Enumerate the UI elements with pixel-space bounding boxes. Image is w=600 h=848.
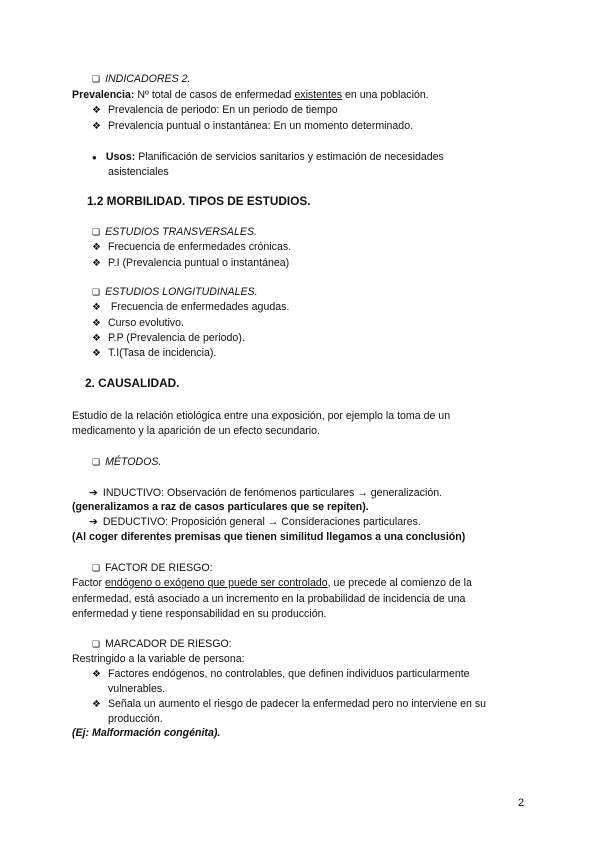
factor-riesgo-line: Factor endógeno o exógeno que puede ser controlado, ue precede al comienzo de la [72, 577, 472, 589]
inductivo-note: (generalizamos a raz de casos particulares que se repiten). [72, 501, 369, 513]
causalidad-heading: 2. CAUSALIDAD. [85, 376, 180, 390]
checkbox-bullet-icon: ❑ [92, 287, 101, 297]
diamond-bullet-icon: ❖ [92, 348, 101, 359]
usos-item: ● Usos: Planificación de servicios sanitarios y estimación de necesidades [92, 151, 444, 163]
metodos-heading: ❑ MÉTODOS. [92, 456, 162, 468]
list-item: ❖ Prevalencia puntual o instantánea: En un momento determinado. [92, 120, 414, 132]
marcador-riesgo-heading: ❑ MARCADOR DE RIESGO: [92, 638, 232, 650]
longitudinales-heading: ❑ ESTUDIOS LONGITUDINALES. [92, 286, 258, 298]
checkbox-bullet-icon: ❑ [92, 74, 101, 84]
diamond-bullet-icon: ❖ [92, 242, 101, 253]
diamond-bullet-icon: ❖ [92, 121, 101, 132]
list-item: ❖ T.I(Tasa de incidencia). [92, 347, 217, 359]
deductivo-item: ➔ DEDUCTIVO: Proposición general → Consideraciones particulares. [89, 516, 421, 528]
diamond-bullet-icon: ❖ [92, 302, 101, 313]
diamond-bullet-icon: ❖ [92, 333, 101, 344]
causalidad-intro-line: Estudio de la relación etiológica entre una exposición, por ejemplo la toma de un [72, 410, 451, 422]
checkbox-bullet-icon: ❑ [92, 639, 101, 649]
prevalencia-definition: Prevalencia: Nº total de casos de enfermedad existentes en una población. [72, 89, 429, 101]
list-item: ❖ Frecuencia de enfermedades crónicas. [92, 241, 292, 253]
checkbox-bullet-icon: ❑ [92, 563, 101, 573]
factor-riesgo-heading: ❑ FACTOR DE RIESGO: [92, 562, 213, 574]
list-item: ❖ Señala un aumento el riesgo de padecer la enfermedad pero no interviene en su [92, 698, 487, 710]
usos-continuation: asistenciales [108, 166, 169, 178]
transversales-heading: ❑ ESTUDIOS TRANSVERSALES. [92, 226, 257, 238]
marcador-riesgo-intro: Restringido a la variable de persona: [72, 653, 245, 665]
list-item: ❖ P.I (Prevalencia puntual o instantánea) [92, 257, 290, 269]
dot-bullet-icon: ● [92, 153, 97, 162]
list-item: ❖ Prevalencia de periodo: En un periodo de tiempo [92, 104, 338, 116]
factor-riesgo-line: enfermedad y tiene responsabilidad en su producción. [72, 608, 327, 620]
diamond-bullet-icon: ❖ [92, 105, 101, 116]
checkbox-bullet-icon: ❑ [92, 457, 101, 467]
diamond-bullet-icon: ❖ [92, 258, 101, 269]
deductivo-note: (Al coger diferentes premisas que tienen similitud llegamos a una conclusión) [72, 531, 466, 543]
diamond-bullet-icon: ❖ [92, 669, 101, 680]
inductivo-item: ➔ INDUCTIVO: Observación de fenómenos particulares → generalización. [89, 487, 443, 499]
page-number: 2 [518, 797, 525, 809]
diamond-bullet-icon: ❖ [92, 318, 101, 329]
list-item: ❖ Curso evolutivo. [92, 317, 184, 329]
list-item-continuation: producción. [108, 713, 163, 725]
causalidad-intro-line: medicamento y la aparición de un efecto secundario. [72, 425, 320, 437]
diamond-bullet-icon: ❖ [92, 699, 101, 710]
arrow-bullet-icon: ➔ [89, 516, 98, 528]
factor-riesgo-line: enfermedad, está asociado a un incremento en la probabilidad de incidencia de una [72, 593, 466, 605]
example-note: (Ej: Malformación congénita). [72, 727, 221, 739]
morbilidad-heading: 1.2 MORBILIDAD. TIPOS DE ESTUDIOS. [87, 194, 311, 208]
checkbox-bullet-icon: ❑ [92, 227, 101, 237]
list-item: ❖ Frecuencia de enfermedades agudas. [92, 301, 290, 313]
indicadores-heading: ❑ INDICADORES 2. [92, 73, 191, 85]
list-item-continuation: vulnerables. [108, 683, 166, 695]
list-item: ❖ Factores endógenos, no controlables, que definen individuos particularmente [92, 668, 470, 680]
list-item: ❖ P.P (Prevalencia de periodo). [92, 332, 245, 344]
arrow-bullet-icon: ➔ [89, 487, 98, 499]
